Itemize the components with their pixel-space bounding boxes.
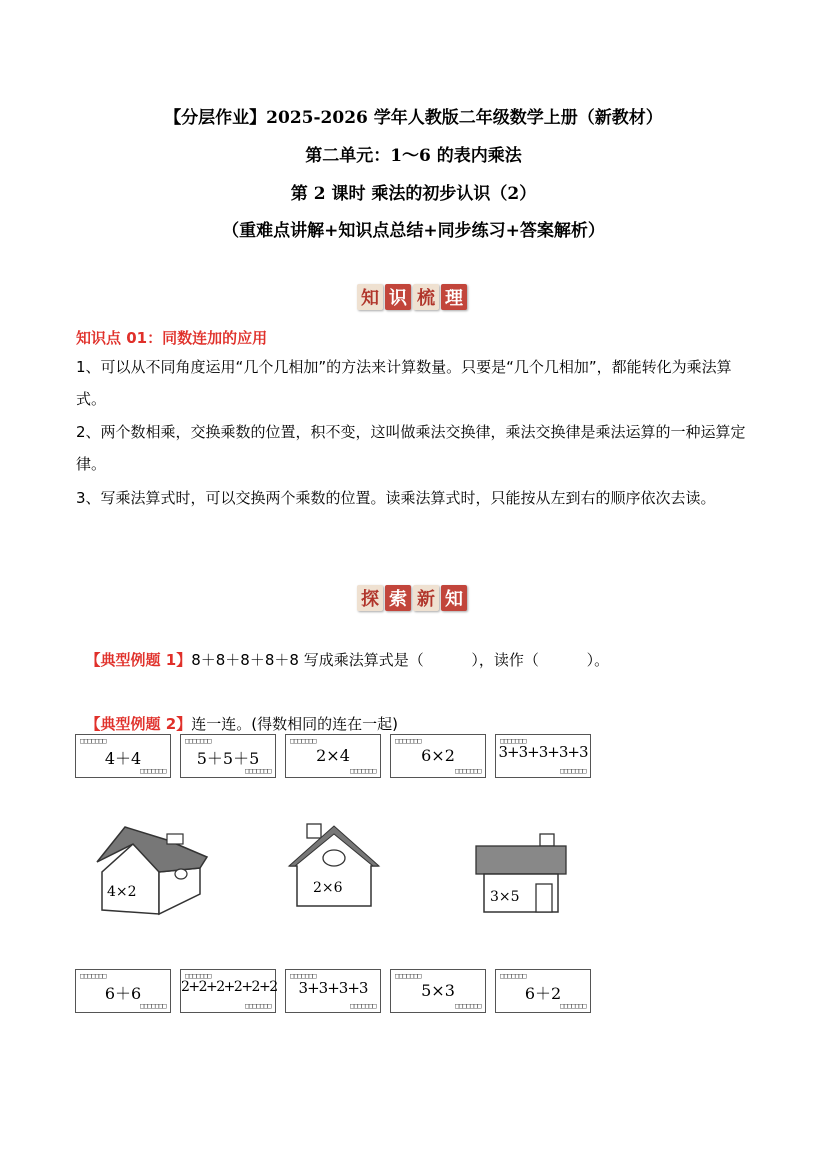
house-2[interactable]: [287, 822, 387, 912]
card-squares: □□□□□□□: [454, 767, 481, 775]
knowledge-paragraph-3: 3、写乘法算式时，可以交换两个乘数的位置。读乘法算式时，只能按从左到右的顺序依次去读。: [76, 489, 716, 507]
title-line-2: 第二单元：1～6 的表内乘法: [305, 146, 522, 166]
house-label: 2×6: [313, 880, 343, 896]
house-label: 4×2: [107, 884, 137, 900]
card-expression: 6×2: [421, 746, 455, 765]
title-line-4: （重难点讲解+知识点总结+同步练习+答案解析）: [222, 221, 605, 241]
card-squares: □□□□□□□: [185, 737, 212, 745]
card-squares: □□□□□□□: [244, 767, 271, 775]
knowledge-paragraph-2: 2、两个数相乘，交换乘数的位置，积不变，这叫做乘法交换律，乘法交换律是乘法运算的一种运算定律。: [76, 423, 746, 473]
card-expression: 2×4: [316, 746, 350, 765]
top-card-3[interactable]: [285, 734, 381, 778]
badge-char: 探: [357, 585, 383, 611]
badge-char: 知: [357, 284, 383, 310]
card-expression: 5×3: [421, 981, 455, 1000]
bottom-card-4[interactable]: [390, 969, 486, 1013]
knowledge-summary-badge: [357, 284, 467, 310]
card-squares: □□□□□□□: [290, 972, 317, 980]
example-1-text: 8＋8＋8＋8＋8 写成乘法算式是（ ），读作（ ）。: [191, 651, 610, 669]
card-squares: □□□□□□□: [500, 737, 527, 745]
title-line-1: 【分层作业】2025-2026 学年人教版二年级数学上册（新教材）: [164, 108, 663, 128]
card-expression: 3+3+3+3: [298, 979, 368, 997]
top-card-4[interactable]: [390, 734, 486, 778]
badge-char: 知: [441, 585, 467, 611]
house-label: 3×5: [490, 889, 520, 905]
card-squares: □□□□□□□: [349, 1002, 376, 1010]
card-squares: □□□□□□□: [454, 1002, 481, 1010]
badge-char: 索: [385, 585, 411, 611]
example-2-text: 连一连。(得数相同的连在一起): [191, 715, 398, 733]
explore-badge: [357, 585, 467, 611]
top-card-2[interactable]: [180, 734, 276, 778]
example-1-label: 【典型例题 1】: [85, 651, 192, 669]
card-squares: □□□□□□□: [80, 972, 107, 980]
badge-char: 梳: [413, 284, 439, 310]
card-squares: □□□□□□□: [559, 767, 586, 775]
badge-char: 理: [441, 284, 467, 310]
card-expression: 3+3+3+3+3: [498, 743, 588, 761]
card-squares: □□□□□□□: [395, 972, 422, 980]
bottom-card-5[interactable]: [495, 969, 591, 1013]
card-squares: □□□□□□□: [559, 1002, 586, 1010]
example-2-label: 【典型例题 2】: [85, 715, 192, 733]
top-card-5[interactable]: [495, 734, 591, 778]
bottom-card-2[interactable]: [180, 969, 276, 1013]
title-line-3: 第 2 课时 乘法的初步认识（2）: [290, 184, 537, 204]
card-expression: 4＋4: [104, 749, 142, 768]
card-squares: □□□□□□□: [395, 737, 422, 745]
bottom-card-3[interactable]: [285, 969, 381, 1013]
knowledge-point-title: 知识点 01：同数连加的应用: [76, 329, 268, 347]
example-1: [76, 631, 609, 670]
card-expression: 6＋6: [104, 984, 142, 1003]
card-squares: □□□□□□□: [185, 972, 212, 980]
top-card-1[interactable]: [75, 734, 171, 778]
card-squares: □□□□□□□: [244, 1002, 271, 1010]
example-2: [76, 695, 398, 734]
badge-char: 识: [385, 284, 411, 310]
house-1[interactable]: [95, 822, 215, 922]
card-squares: □□□□□□□: [500, 972, 527, 980]
card-squares: □□□□□□□: [139, 767, 166, 775]
card-squares: □□□□□□□: [290, 737, 317, 745]
card-expression: 5＋5＋5: [196, 749, 260, 768]
house-3[interactable]: [474, 832, 574, 922]
badge-char: 新: [413, 585, 439, 611]
card-expression: 2+2+2+2+2+2: [181, 979, 277, 995]
card-squares: □□□□□□□: [349, 767, 376, 775]
bottom-card-1[interactable]: [75, 969, 171, 1013]
card-expression: 6＋2: [524, 984, 562, 1003]
card-squares: □□□□□□□: [139, 1002, 166, 1010]
knowledge-paragraph-1: 1、可以从不同角度运用“几个几相加”的方法来计算数量。只要是“几个几相加”，都能转化为乘法算式。: [76, 358, 732, 408]
card-squares: □□□□□□□: [80, 737, 107, 745]
